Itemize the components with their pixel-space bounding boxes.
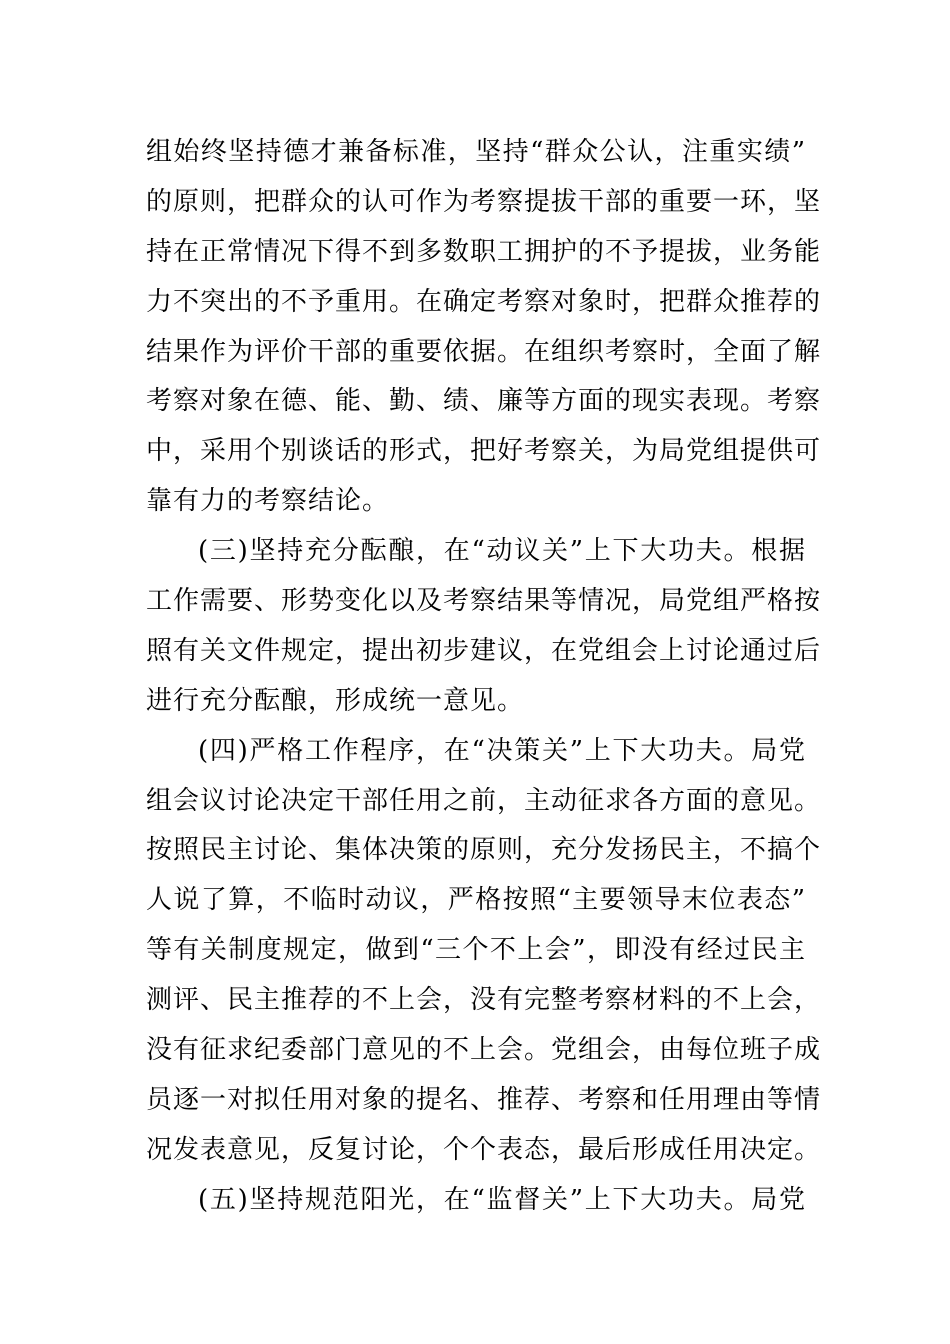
text-line: 进行充分酝酿，形成统一意见。: [146, 685, 525, 716]
text-line: 结果作为评价干部的重要依据。在组织考察时，全面了解: [146, 336, 822, 367]
text-line: 组始终坚持德才兼备标准，坚持“群众公认，注重实绩”: [146, 137, 806, 167]
text-line: 力不突出的不予重用。在确定考察对象时，把群众推荐的: [146, 286, 822, 317]
text-line: 持在正常情况下得不到多数职工拥护的不予提拔，业务能: [146, 236, 822, 267]
text-line: 考察对象在德、能、勤、绩、廉等方面的现实表现。考察: [146, 386, 822, 417]
text-line: 测评、民主推荐的不上会，没有完整考察材料的不上会，: [146, 985, 822, 1016]
text-line: 按照民主讨论、集体决策的原则，充分发扬民主，不搞个: [146, 835, 822, 866]
body-text: [146, 128, 822, 1226]
section-heading-3: (三)坚持充分酝酿，在“动议关”上下大功夫。根据: [198, 536, 806, 567]
text-line: 员逐一对拟任用对象的提名、推荐、考察和任用理由等情: [146, 1084, 822, 1115]
text-line: 况发表意见，反复讨论，个个表态，最后形成任用决定。: [146, 1134, 822, 1165]
text-line: 中，采用个别谈话的形式，把好考察关，为局党组提供可: [146, 436, 822, 467]
section-heading-4: (四)严格工作程序，在“决策关”上下大功夫。局党: [198, 735, 806, 766]
text-line: 靠有力的考察结论。: [146, 486, 390, 517]
text-line: 工作需要、形势变化以及考察结果等情况，局党组严格按: [146, 586, 822, 617]
text-line: 的原则，把群众的认可作为考察提拔干部的重要一环，坚: [146, 186, 822, 217]
text-line: 组会议讨论决定干部任用之前，主动征求各方面的意见。: [146, 785, 822, 816]
section-heading-5: (五)坚持规范阳光，在“监督关”上下大功夫。局党: [198, 1184, 806, 1215]
text-line: 没有征求纪委部门意见的不上会。党组会，由每位班子成: [146, 1035, 822, 1066]
text-line: 等有关制度规定，做到“三个不上会”，即没有经过民主: [146, 935, 806, 966]
text-line: 照有关文件规定，提出初步建议，在党组会上讨论通过后: [146, 635, 822, 666]
text-line: 人说了算，不临时动议，严格按照“主要领导末位表态”: [146, 885, 806, 916]
